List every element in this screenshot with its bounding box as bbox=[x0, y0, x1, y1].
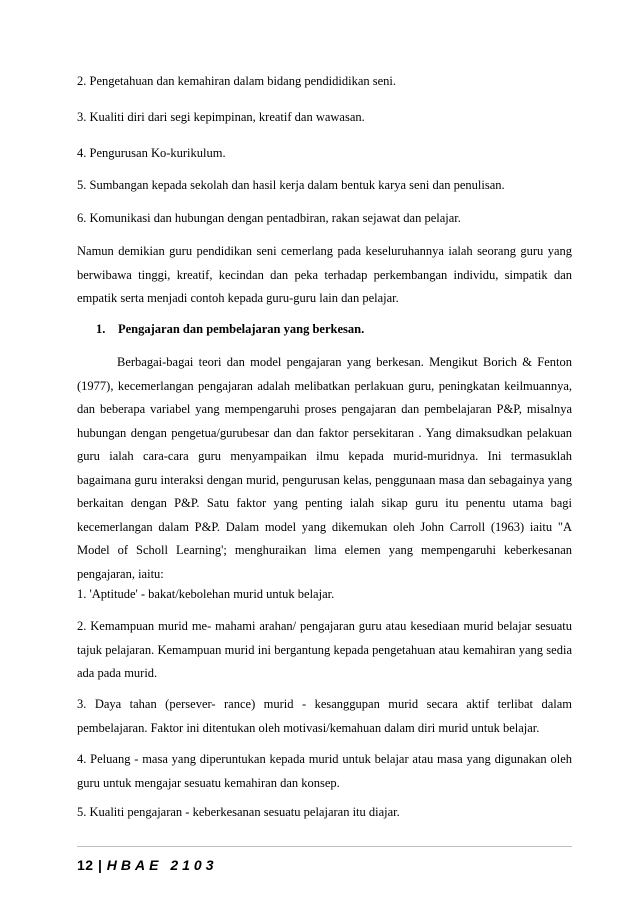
page-number: 12 bbox=[77, 857, 94, 873]
list-item: 5. Sumbangan kepada sekolah dan hasil kerja dalam bentuk karya seni dan penulisan. bbox=[77, 178, 505, 192]
element-item: 3. Daya tahan (persever- rance) murid - kesanggupan murid secara aktif terlibat dalam pembelajaran. Faktor ini ditentukan oleh motivasi/kemahuan dalam diri murid untuk belajar. bbox=[77, 697, 572, 735]
element-item: 2. Kemampuan murid me- mahami arahan/ pengajaran guru atau kesediaan murid belajar sesuatu tajuk pelajaran. Kemampuan murid ini bergantung kepada pengetahuan atau kemahiran yang sedia ada pada murid. bbox=[77, 619, 572, 680]
section-number: 1. bbox=[96, 322, 106, 336]
section-title: Pengajaran dan pembelajaran yang berkesan. bbox=[118, 322, 365, 336]
summary-paragraph: Namun demikian guru pendidikan seni cemerlang pada keseluruhannya ialah seorang guru yang berwibawa tinggi, kreatif, kecindan dan peka terhadap perkembangan individu, simpatik dan empatik serta menjadi contoh kepada guru-guru lain dan pelajar. bbox=[77, 244, 572, 305]
course-code: HBAE 2103 bbox=[106, 857, 218, 873]
list-item: 4. Pengurusan Ko-kurikulum. bbox=[77, 146, 226, 160]
body-paragraph bbox=[77, 351, 572, 586]
list-item: 3. Kualiti diri dari segi kepimpinan, kreatif dan wawasan. bbox=[77, 110, 365, 124]
body-paragraph-text: Berbagai-bagai teori dan model pengajaran yang berkesan. Mengikut Borich & Fenton (1977), kecemerlangan pengajaran adalah melibatkan perlakuan guru, peningkatan keilmuannya, dan beberapa variabel yang mempengaruhi proses pengajaran dan pembelajaran P&P, misalnya hubungan dengan pengetua/gurubesar dan dan faktor persekitaran . Yang dimaksudkan pelakuan guru ialah cara-cara guru menyampaikan ilmu kepada murid-muridnya. Ini termasuklah bagaimana guru interaksi dengan murid, pengurusan kelas, penggunaan masa dan sebagainya yang berkaitan dengan P&P. Satu faktor yang penting ialah sikap guru itu penentu utama bagi kecemerlangan dalam P&P. Dalam model yang dikemukan oleh John Carroll (1963) iaitu "A Model of Scholl Learning'; menghuraikan lima elemen yang mempengaruhi keberkesanan pengajaran, iaitu: bbox=[77, 355, 572, 581]
section-heading bbox=[96, 319, 364, 339]
list-item: 6. Komunikasi dan hubungan dengan pentadbiran, rakan sejawat dan pelajar. bbox=[77, 211, 461, 225]
element-item: 5. Kualiti pengajaran - keberkesanan sesuatu pelajaran itu diajar. bbox=[77, 805, 400, 819]
page-footer bbox=[77, 855, 217, 875]
element-item: 4. Peluang - masa yang diperuntukan kepada murid untuk belajar atau masa yang digunakan oleh guru untuk mengajar sesuatu kemahiran dan konsep. bbox=[77, 752, 572, 790]
footer-separator: | bbox=[93, 857, 107, 873]
footer-divider bbox=[77, 846, 572, 847]
list-item: 2. Pengetahuan dan kemahiran dalam bidang pendididikan seni. bbox=[77, 74, 397, 88]
element-item: 1. 'Aptitude' - bakat/kebolehan murid untuk belajar. bbox=[77, 587, 335, 601]
